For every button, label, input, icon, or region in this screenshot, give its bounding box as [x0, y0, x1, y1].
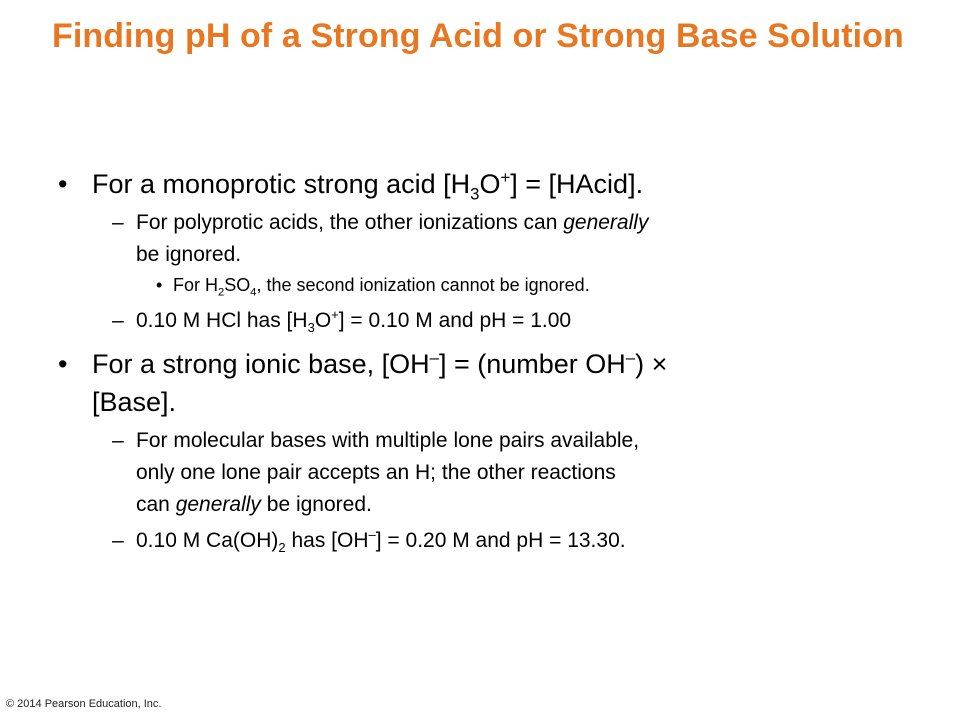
sub-item-text: has [OH	[285, 529, 369, 552]
sub-sub-item-text: For H	[173, 275, 218, 295]
slide-body	[0, 165, 960, 557]
sub-item-molecular-bases-cont	[0, 457, 960, 489]
sub-item-polyprotic-cont	[0, 239, 960, 271]
sub-item-text: ] = 0.10 M and pH = 1.00	[338, 309, 572, 332]
bullet-text: ] = (number OH	[438, 349, 626, 379]
dash-icon: –	[112, 309, 124, 332]
superscript: –	[368, 527, 376, 542]
sub-item-polyprotic	[0, 207, 960, 239]
bullet-icon: •	[58, 169, 68, 199]
bullet-strong-acid	[0, 165, 960, 203]
sub-sub-item-text: , the second ionization cannot be ignored.	[256, 275, 590, 295]
sub-item-hcl-example	[0, 305, 960, 337]
bullet-strong-base-cont	[0, 383, 960, 421]
subscript: 4	[250, 286, 257, 299]
subscript: 2	[218, 286, 225, 299]
bullet-text: [Base].	[92, 387, 177, 417]
bullet-text: For a strong ionic base, [OH	[92, 349, 430, 379]
subscript: 3	[307, 320, 315, 336]
sub-item-text: 0.10 M Ca(OH)	[136, 529, 279, 552]
slide-title: Finding pH of a Strong Acid or Strong Base Solution	[52, 17, 904, 55]
bullet-text: For a monoprotic strong acid [H	[92, 169, 471, 199]
bullet-text: ] = [HAcid].	[510, 169, 644, 199]
sub-sub-item-h2so4	[0, 271, 960, 299]
copyright-footer: © 2014 Pearson Education, Inc.	[6, 698, 162, 710]
subscript: 2	[278, 540, 286, 556]
sub-item-text: ] = 0.20 M and pH = 13.30.	[375, 529, 626, 552]
superscript: +	[500, 168, 511, 187]
sub-item-text: only one lone pair accepts an H; the other reactions	[136, 461, 616, 484]
bullet-icon: •	[58, 349, 68, 379]
sub-item-molecular-bases	[0, 425, 960, 457]
sub-item-text: can	[136, 493, 176, 516]
sub-item-text: be ignored.	[136, 243, 242, 266]
sub-item-molecular-bases-cont	[0, 489, 960, 521]
superscript: –	[625, 348, 636, 367]
dash-icon: –	[112, 529, 124, 552]
sub-item-text: For molecular bases with multiple lone pairs available,	[136, 429, 640, 452]
bullet-strong-base	[0, 345, 960, 383]
sub-sub-item-text: SO	[224, 275, 251, 295]
sub-item-text: For polyprotic acids, the other ionizations can	[136, 211, 564, 234]
emphasis-text: generally	[175, 493, 261, 516]
dash-icon: –	[112, 211, 124, 234]
sub-item-text: be ignored.	[260, 493, 372, 516]
sub-item-text: 0.10 M HCl has [H	[136, 309, 308, 332]
superscript: +	[331, 307, 339, 322]
sub-item-caoh2-example	[0, 525, 960, 557]
dash-icon: –	[112, 429, 124, 452]
bullet-text: O	[479, 169, 501, 199]
subscript: 3	[470, 184, 480, 204]
emphasis-text: generally	[563, 211, 649, 234]
bullet-text: ) ×	[635, 349, 668, 379]
superscript: –	[429, 348, 439, 367]
sub-item-text: O	[314, 309, 332, 332]
bullet-icon: •	[156, 275, 163, 295]
